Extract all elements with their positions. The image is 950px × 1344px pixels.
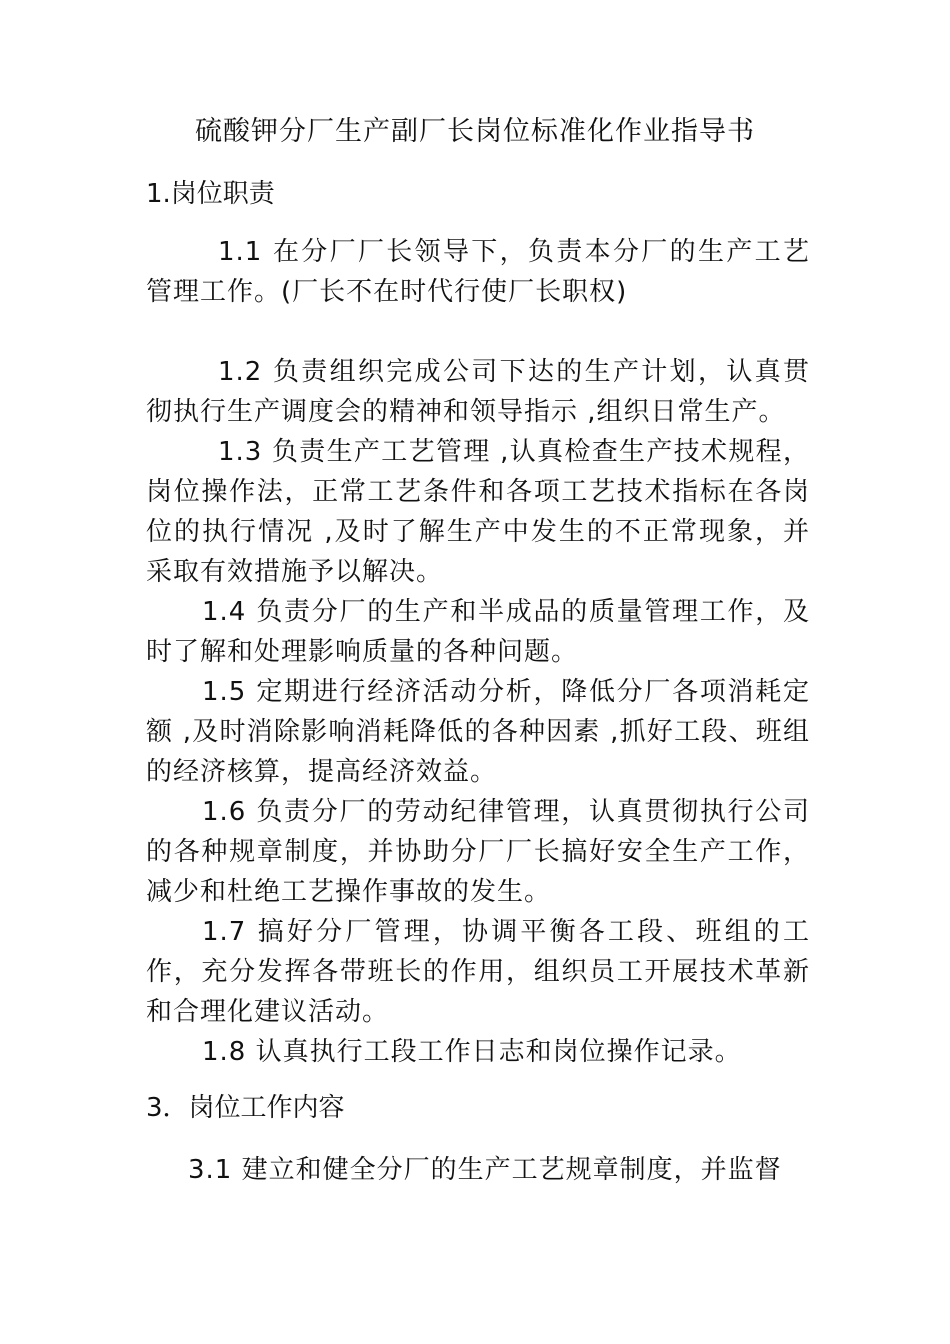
section-heading-work-content: 3．岗位工作内容 — [146, 1093, 345, 1123]
paragraph-1-2: 1.2 负责组织完成公司下达的生产计划，认真贯彻执行生产调度会的精神和领导指示 ,组织日常生产。 — [146, 357, 810, 427]
paragraph-1-5: 1.5 定期进行经济活动分析，降低分厂各项消耗定额 ,及时消除影响消耗降低的各种因素 ,抓好工段、班组的经济核算，提高经济效益。 — [146, 677, 810, 787]
paragraph-1-1: 1.1 在分厂厂长领导下，负责本分厂的生产工艺管理工作。(厂长不在时代行使厂长职权) — [146, 237, 810, 307]
paragraph-1-8: 1.8 认真执行工段工作日志和岗位操作记录。 — [202, 1037, 742, 1067]
paragraph-3-1: 3.1 建立和健全分厂的生产工艺规章制度，并监督 — [188, 1155, 782, 1185]
paragraph-1-7: 1.7 搞好分厂管理，协调平衡各工段、班组的工作，充分发挥各带班长的作用，组织员工开展技术革新和合理化建议活动。 — [146, 917, 810, 1027]
document-title: 硫酸钾分厂生产副厂长岗位标准化作业指导书 — [195, 116, 755, 147]
paragraph-1-4: 1.4 负责分厂的生产和半成品的质量管理工作，及时了解和处理影响质量的各种问题。 — [146, 597, 810, 667]
paragraph-1-6: 1.6 负责分厂的劳动纪律管理，认真贯彻执行公司的各种规章制度，并协助分厂厂长搞好安全生产工作，减少和杜绝工艺操作事故的发生。 — [146, 797, 810, 907]
paragraph-1-3: 1.3 负责生产工艺管理 ,认真检查生产技术规程，岗位操作法，正常工艺条件和各项工艺技术指标在各岗位的执行情况 ,及时了解生产中发生的不正常现象，并采取有效措施予以解决。 — [146, 437, 810, 587]
section-heading-duties: 1.岗位职责 — [146, 179, 275, 209]
